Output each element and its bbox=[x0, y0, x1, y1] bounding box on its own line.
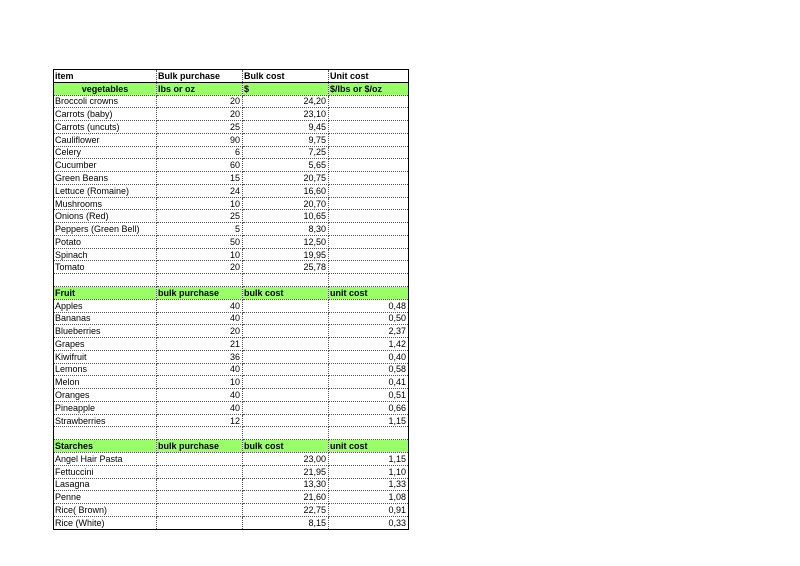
unit-cost-cell[interactable] bbox=[329, 172, 409, 185]
unit-cost-cell[interactable]: 0,50 bbox=[329, 312, 409, 325]
bulk-cost-cell[interactable]: 24,20 bbox=[243, 95, 329, 108]
bulk-cost-cell[interactable] bbox=[243, 299, 329, 312]
item-cell[interactable]: Onions (Red) bbox=[54, 210, 157, 223]
item-cell[interactable]: Angel Hair Pasta bbox=[54, 452, 157, 465]
unit-cost-cell[interactable] bbox=[329, 235, 409, 248]
bulk-cost-cell[interactable]: 19,95 bbox=[243, 248, 329, 261]
fruit-row bbox=[54, 389, 409, 402]
item-cell[interactable]: Bananas bbox=[54, 312, 157, 325]
vegetables-header-cost[interactable]: $ bbox=[243, 82, 329, 95]
bulk-cost-cell[interactable] bbox=[243, 350, 329, 363]
fruit-header-item[interactable]: Fruit bbox=[54, 287, 157, 300]
vegetables-row bbox=[54, 184, 409, 197]
item-cell[interactable]: Tomato bbox=[54, 261, 157, 274]
unit-cost-cell[interactable]: 0,66 bbox=[329, 401, 409, 414]
starches-header-item[interactable]: Starches bbox=[54, 440, 157, 453]
bulk-cost-cell[interactable]: 20,70 bbox=[243, 197, 329, 210]
unit-cost-cell[interactable]: 0,48 bbox=[329, 299, 409, 312]
bulk-cost-cell[interactable]: 22,75 bbox=[243, 504, 329, 517]
bulk-purchase-cell[interactable]: 25 bbox=[157, 210, 243, 223]
starches-header-purchase[interactable]: bulk purchase bbox=[157, 440, 243, 453]
fruit-header-row bbox=[54, 287, 409, 300]
bulk-cost-cell[interactable] bbox=[243, 401, 329, 414]
bulk-purchase-cell[interactable]: 40 bbox=[157, 299, 243, 312]
item-cell[interactable]: Lettuce (Romaine) bbox=[54, 184, 157, 197]
fruit-header-cost[interactable]: bulk cost bbox=[243, 287, 329, 300]
bulk-purchase-cell[interactable]: 36 bbox=[157, 350, 243, 363]
bulk-purchase-cell[interactable]: 24 bbox=[157, 184, 243, 197]
top-header-cost[interactable]: Bulk cost bbox=[243, 70, 329, 83]
bulk-cost-cell[interactable]: 8,15 bbox=[243, 516, 329, 529]
bulk-purchase-cell[interactable] bbox=[157, 504, 243, 517]
bulk-purchase-cell[interactable]: 10 bbox=[157, 248, 243, 261]
vegetables-row bbox=[54, 172, 409, 185]
unit-cost-cell[interactable]: 1,15 bbox=[329, 414, 409, 427]
starches-row bbox=[54, 504, 409, 517]
item-cell[interactable]: Kiwifruit bbox=[54, 350, 157, 363]
fruit-header-purchase[interactable]: bulk purchase bbox=[157, 287, 243, 300]
vegetables-row bbox=[54, 210, 409, 223]
unit-cost-cell[interactable] bbox=[329, 121, 409, 134]
bulk-cost-cell[interactable]: 16,60 bbox=[243, 184, 329, 197]
bulk-purchase-cell[interactable]: 10 bbox=[157, 197, 243, 210]
blank-row bbox=[54, 274, 409, 287]
vegetables-row bbox=[54, 159, 409, 172]
unit-cost-cell[interactable]: 0,41 bbox=[329, 376, 409, 389]
item-cell[interactable]: Rice (White) bbox=[54, 516, 157, 529]
bulk-purchase-cell[interactable] bbox=[157, 452, 243, 465]
bulk-purchase-cell[interactable]: 40 bbox=[157, 401, 243, 414]
bulk-purchase-cell[interactable]: 20 bbox=[157, 95, 243, 108]
bulk-purchase-cell[interactable] bbox=[157, 465, 243, 478]
fruit-row bbox=[54, 401, 409, 414]
item-cell[interactable]: Pineapple bbox=[54, 401, 157, 414]
item-cell[interactable]: Rice( Brown) bbox=[54, 504, 157, 517]
bulk-purchase-cell[interactable]: 10 bbox=[157, 376, 243, 389]
bulk-purchase-cell[interactable] bbox=[157, 516, 243, 529]
starches-row bbox=[54, 452, 409, 465]
item-cell[interactable]: Green Beans bbox=[54, 172, 157, 185]
item-cell[interactable]: Celery bbox=[54, 146, 157, 159]
fruit-row bbox=[54, 312, 409, 325]
bulk-cost-cell[interactable]: 7,25 bbox=[243, 146, 329, 159]
bulk-cost-cell[interactable]: 8,30 bbox=[243, 223, 329, 236]
unit-cost-cell[interactable] bbox=[329, 223, 409, 236]
unit-cost-cell[interactable] bbox=[329, 184, 409, 197]
unit-cost-cell[interactable]: 1,33 bbox=[329, 478, 409, 491]
bulk-cost-cell[interactable]: 9,75 bbox=[243, 133, 329, 146]
bulk-cost-cell[interactable]: 13,30 bbox=[243, 478, 329, 491]
bulk-cost-cell[interactable] bbox=[243, 363, 329, 376]
bulk-purchase-cell[interactable]: 50 bbox=[157, 235, 243, 248]
item-cell[interactable]: Oranges bbox=[54, 389, 157, 402]
fruit-row bbox=[54, 325, 409, 338]
unit-cost-cell[interactable]: 0,51 bbox=[329, 389, 409, 402]
top-header-unit[interactable]: Unit cost bbox=[329, 70, 409, 83]
bulk-cost-cell[interactable] bbox=[243, 376, 329, 389]
starches-header-cost[interactable]: bulk cost bbox=[243, 440, 329, 453]
item-cell[interactable]: Grapes bbox=[54, 338, 157, 351]
vegetables-header-purchase[interactable]: lbs or oz bbox=[157, 82, 243, 95]
fruit-row bbox=[54, 338, 409, 351]
item-cell[interactable]: Carrots (uncuts) bbox=[54, 121, 157, 134]
empty-cell[interactable] bbox=[243, 274, 329, 287]
empty-cell[interactable] bbox=[54, 427, 157, 440]
item-cell[interactable]: Melon bbox=[54, 376, 157, 389]
bulk-cost-cell[interactable]: 9,45 bbox=[243, 121, 329, 134]
empty-cell[interactable] bbox=[329, 274, 409, 287]
empty-cell[interactable] bbox=[157, 274, 243, 287]
vegetables-header-unit[interactable]: $/lbs or $/oz bbox=[329, 82, 409, 95]
bulk-purchase-cell[interactable]: 12 bbox=[157, 414, 243, 427]
starches-row bbox=[54, 516, 409, 529]
blank-row bbox=[54, 427, 409, 440]
unit-cost-cell[interactable]: 1,15 bbox=[329, 452, 409, 465]
bulk-purchase-cell[interactable] bbox=[157, 491, 243, 504]
bulk-purchase-cell[interactable]: 20 bbox=[157, 108, 243, 121]
unit-cost-cell[interactable]: 0,91 bbox=[329, 504, 409, 517]
empty-cell[interactable] bbox=[157, 427, 243, 440]
vegetables-row bbox=[54, 248, 409, 261]
unit-cost-cell[interactable] bbox=[329, 95, 409, 108]
unit-cost-cell[interactable]: 0,33 bbox=[329, 516, 409, 529]
fruit-row bbox=[54, 376, 409, 389]
bulk-cost-cell[interactable] bbox=[243, 325, 329, 338]
item-cell[interactable]: Potato bbox=[54, 235, 157, 248]
unit-cost-cell[interactable] bbox=[329, 159, 409, 172]
bulk-purchase-cell[interactable]: 40 bbox=[157, 389, 243, 402]
starches-header-row bbox=[54, 440, 409, 453]
item-cell[interactable]: Mushrooms bbox=[54, 197, 157, 210]
bulk-purchase-cell[interactable]: 40 bbox=[157, 363, 243, 376]
bulk-purchase-cell[interactable]: 60 bbox=[157, 159, 243, 172]
bulk-cost-cell[interactable]: 23,00 bbox=[243, 452, 329, 465]
top-header-purchase[interactable]: Bulk purchase bbox=[157, 70, 243, 83]
bulk-cost-cell[interactable]: 21,95 bbox=[243, 465, 329, 478]
unit-cost-cell[interactable] bbox=[329, 133, 409, 146]
vegetables-row bbox=[54, 133, 409, 146]
vegetables-header-item[interactable]: vegetables bbox=[54, 82, 157, 95]
bulk-cost-cell[interactable]: 23,10 bbox=[243, 108, 329, 121]
item-cell[interactable]: Broccoli crowns bbox=[54, 95, 157, 108]
item-cell[interactable]: Cucumber bbox=[54, 159, 157, 172]
item-cell[interactable]: Lasagna bbox=[54, 478, 157, 491]
starches-row bbox=[54, 465, 409, 478]
bulk-cost-cell[interactable]: 12,50 bbox=[243, 235, 329, 248]
bulk-cost-cell[interactable] bbox=[243, 312, 329, 325]
bulk-purchase-cell[interactable]: 40 bbox=[157, 312, 243, 325]
fruit-row bbox=[54, 350, 409, 363]
bulk-purchase-cell[interactable]: 25 bbox=[157, 121, 243, 134]
vegetables-row bbox=[54, 223, 409, 236]
unit-cost-cell[interactable]: 2,37 bbox=[329, 325, 409, 338]
item-cell[interactable]: Blueberries bbox=[54, 325, 157, 338]
empty-cell[interactable] bbox=[329, 427, 409, 440]
item-cell[interactable]: Carrots (baby) bbox=[54, 108, 157, 121]
bulk-purchase-cell[interactable] bbox=[157, 478, 243, 491]
unit-cost-cell[interactable]: 0,58 bbox=[329, 363, 409, 376]
fruit-row bbox=[54, 414, 409, 427]
item-cell[interactable]: Penne bbox=[54, 491, 157, 504]
unit-cost-cell[interactable]: 1,42 bbox=[329, 338, 409, 351]
unit-cost-cell[interactable] bbox=[329, 197, 409, 210]
top-header-item[interactable]: item bbox=[54, 70, 157, 83]
item-cell[interactable]: Strawberries bbox=[54, 414, 157, 427]
item-cell[interactable]: Cauliflower bbox=[54, 133, 157, 146]
vegetables-header-row bbox=[54, 82, 409, 95]
fruit-row bbox=[54, 299, 409, 312]
item-cell[interactable]: Fettuccini bbox=[54, 465, 157, 478]
unit-cost-cell[interactable] bbox=[329, 261, 409, 274]
starches-row bbox=[54, 491, 409, 504]
vegetables-row bbox=[54, 108, 409, 121]
bulk-cost-cell[interactable] bbox=[243, 338, 329, 351]
starches-row bbox=[54, 478, 409, 491]
item-cell[interactable]: Spinach bbox=[54, 248, 157, 261]
bulk-cost-cell[interactable]: 10,65 bbox=[243, 210, 329, 223]
unit-cost-cell[interactable]: 1,10 bbox=[329, 465, 409, 478]
bulk-cost-cell[interactable]: 25,78 bbox=[243, 261, 329, 274]
unit-cost-cell[interactable] bbox=[329, 248, 409, 261]
spreadsheet-table bbox=[53, 69, 409, 530]
vegetables-row bbox=[54, 121, 409, 134]
bulk-purchase-cell[interactable]: 6 bbox=[157, 146, 243, 159]
unit-cost-cell[interactable] bbox=[329, 108, 409, 121]
bulk-purchase-cell[interactable]: 20 bbox=[157, 261, 243, 274]
bulk-purchase-cell[interactable]: 21 bbox=[157, 338, 243, 351]
spreadsheet-body bbox=[54, 70, 409, 530]
bulk-cost-cell[interactable]: 5,65 bbox=[243, 159, 329, 172]
item-cell[interactable]: Lemons bbox=[54, 363, 157, 376]
top-header-row bbox=[54, 70, 409, 83]
vegetables-row bbox=[54, 146, 409, 159]
vegetables-row bbox=[54, 261, 409, 274]
bulk-cost-cell[interactable]: 21,60 bbox=[243, 491, 329, 504]
vegetables-row bbox=[54, 197, 409, 210]
bulk-purchase-cell[interactable]: 15 bbox=[157, 172, 243, 185]
bulk-cost-cell[interactable] bbox=[243, 414, 329, 427]
item-cell[interactable]: Peppers (Green Bell) bbox=[54, 223, 157, 236]
unit-cost-cell[interactable]: 1,08 bbox=[329, 491, 409, 504]
starches-header-unit[interactable]: unit cost bbox=[329, 440, 409, 453]
fruit-row bbox=[54, 363, 409, 376]
bulk-purchase-cell[interactable]: 20 bbox=[157, 325, 243, 338]
unit-cost-cell[interactable] bbox=[329, 146, 409, 159]
empty-cell[interactable] bbox=[243, 427, 329, 440]
bulk-purchase-cell[interactable]: 5 bbox=[157, 223, 243, 236]
unit-cost-cell[interactable] bbox=[329, 210, 409, 223]
unit-cost-cell[interactable]: 0,40 bbox=[329, 350, 409, 363]
bulk-cost-cell[interactable]: 20,75 bbox=[243, 172, 329, 185]
bulk-purchase-cell[interactable]: 90 bbox=[157, 133, 243, 146]
vegetables-row bbox=[54, 235, 409, 248]
empty-cell[interactable] bbox=[54, 274, 157, 287]
item-cell[interactable]: Apples bbox=[54, 299, 157, 312]
bulk-cost-cell[interactable] bbox=[243, 389, 329, 402]
fruit-header-unit[interactable]: unit cost bbox=[329, 287, 409, 300]
vegetables-row bbox=[54, 95, 409, 108]
